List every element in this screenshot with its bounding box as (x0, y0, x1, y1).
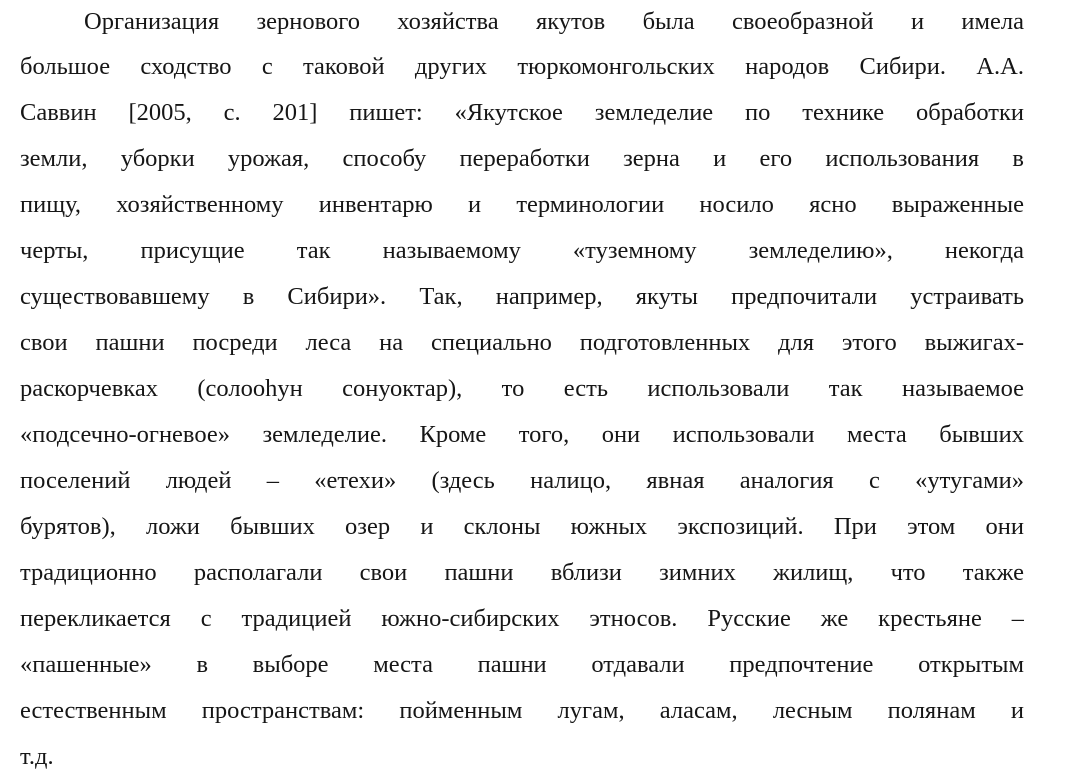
paragraph-line: естественным пространствам: пойменным лугам, аласам, лесным полянам и (20, 697, 1024, 724)
paragraph-line: т.д. (20, 743, 54, 770)
paragraph-line: поселений людей – «етехи» (здесь налицо, явная аналогия с «утугами» (20, 467, 1024, 494)
paragraph-line: большое сходство с таковой других тюркомонгольских народов Сибири. А.А. (20, 53, 1024, 80)
paragraph-line: «пашенные» в выборе места пашни отдавали предпочтение открытым (20, 651, 1024, 678)
paragraph-line: традиционно располагали свои пашни вблизи зимних жилищ, что также (20, 559, 1024, 586)
paragraph-line: перекликается с традицией южно-сибирских этносов. Русские же крестьяне – (20, 605, 1024, 632)
paragraph-line: «подсечно-огневое» земледелие. Кроме того, они использовали места бывших (20, 421, 1024, 448)
body-paragraph (20, 0, 1024, 780)
paragraph-line: черты, присущие так называемому «туземному земледелию», некогда (20, 237, 1024, 264)
document-page (20, 0, 1024, 780)
paragraph-line: пищу, хозяйственному инвентарю и терминологии носило ясно выраженные (20, 191, 1024, 218)
paragraph-line: земли, уборки урожая, способу переработки зерна и его использования в (20, 145, 1024, 172)
paragraph-line: раскорчевках (солооһун сонуоктар), то есть использовали так называемое (20, 375, 1024, 402)
paragraph-line: бурятов), ложи бывших озер и склоны южных экспозиций. При этом они (20, 513, 1024, 540)
paragraph-line: Организация зернового хозяйства якутов была своеобразной и имела (84, 8, 1024, 35)
paragraph-line: существовавшему в Сибири». Так, например, якуты предпочитали устраивать (20, 283, 1024, 310)
paragraph-line: свои пашни посреди леса на специально подготовленных для этого выжигах- (20, 329, 1024, 356)
paragraph-line: Саввин [2005, с. 201] пишет: «Якутское земледелие по технике обработки (20, 99, 1024, 126)
